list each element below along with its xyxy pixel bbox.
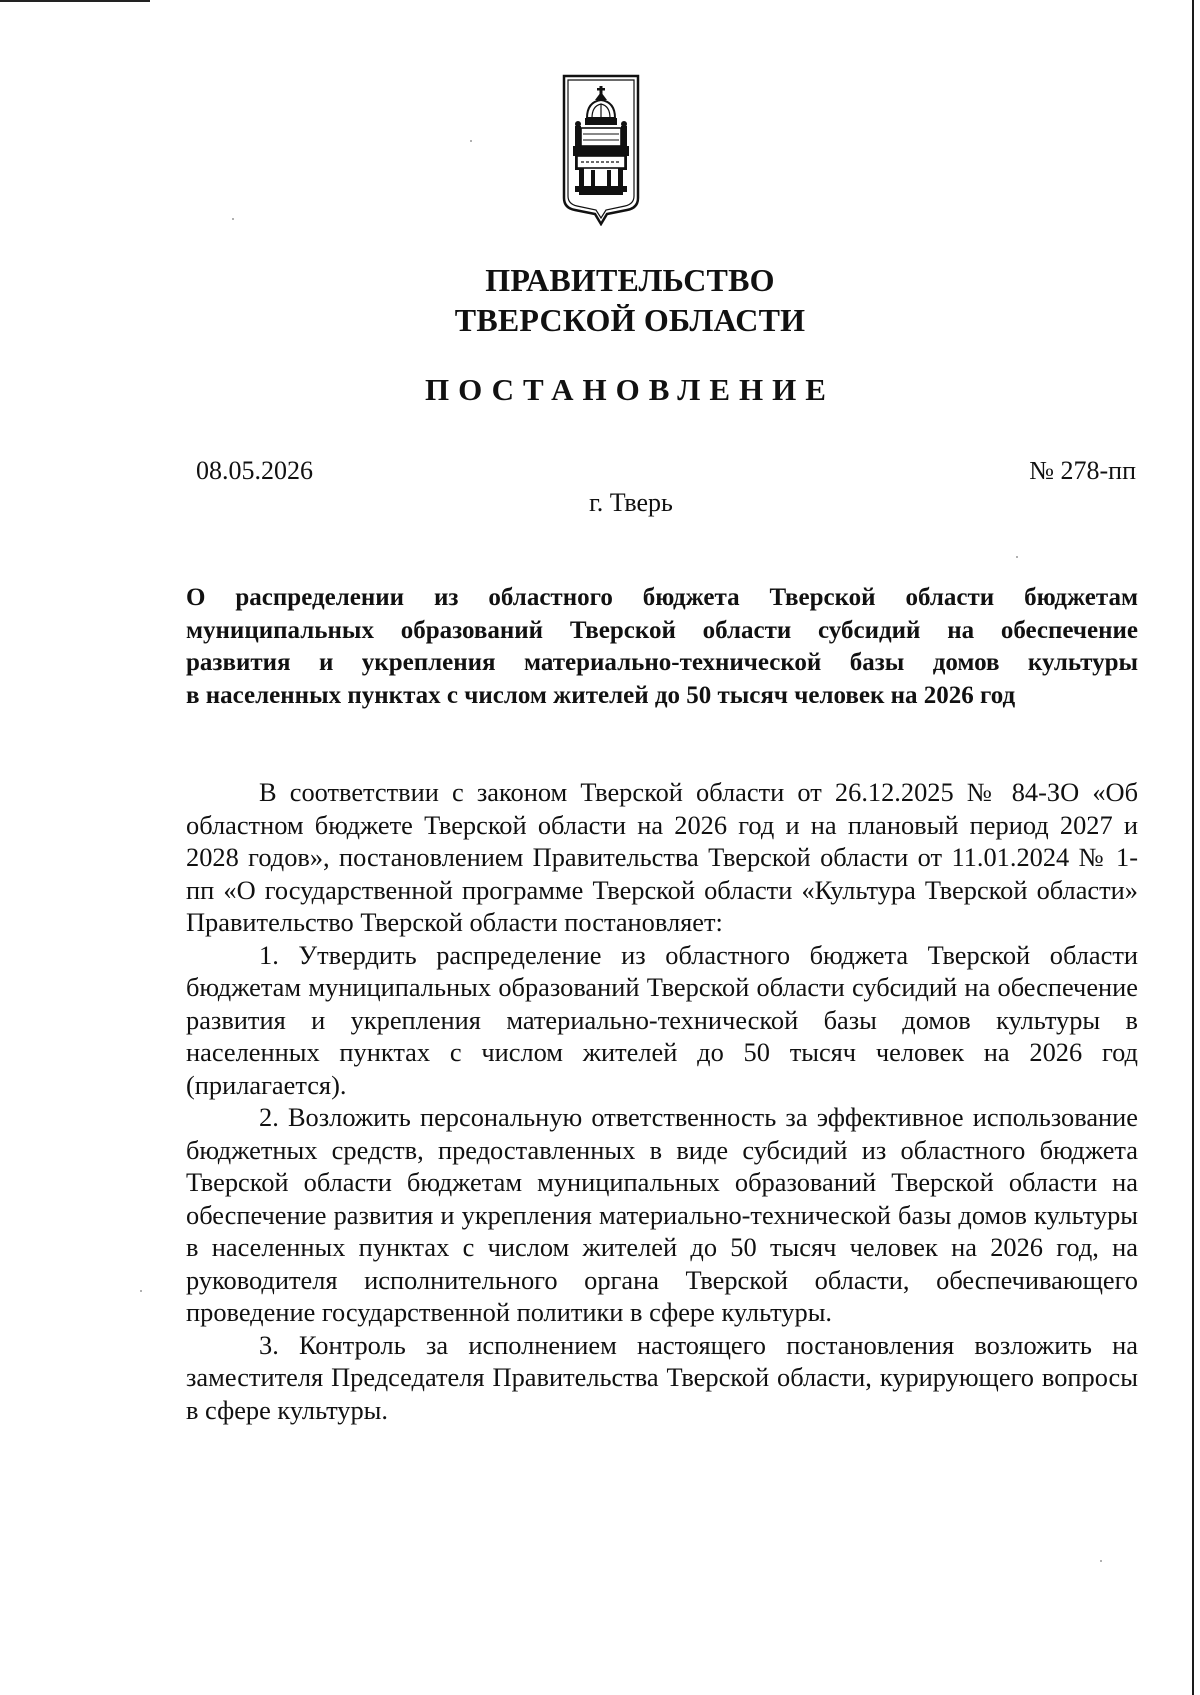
document-date: 08.05.2026 [196,456,313,485]
scan-speck [1100,1560,1102,1562]
scan-edge-right [1192,0,1194,1695]
government-name [0,260,1200,340]
document-number: № 278-пп [1029,456,1136,485]
scan-speck [140,1290,142,1292]
subject-line: О распределении из областного бюджета Тверской области бюджетам [186,584,1138,611]
clause-1-paragraph: 1. Утвердить распределение из областного бюджета Тверской области бюджетам муниципальных образований Тверской области субсидий на обеспечение развития и укрепления материально-технической базы домов культуры в населенных пунктах с числом жителей до 50 тысяч человек на 2026 год (прилагается). [186,939,1138,1100]
scan-speck [470,140,472,142]
document-subject [186,582,1138,712]
clause-2-paragraph: 2. Возложить персональную ответственность за эффективное использование бюджетных средств, предоставленных в виде субсидий из областного бюджета Тверской области бюджетам муниципальных образований Тверской области на обеспечение развития и укрепления материально-технической базы домов культуры в населенных пунктах с числом жителей до 50 тысяч человек на 2026 год, на руководителя исполнительного органа Тверской области, обеспечивающего проведение государственной политики в сфере культуры. [186,1102,1138,1327]
subject-line: муниципальных образований Тверской области субсидий на обеспечение [186,616,1138,644]
document-city: г. Тверь [589,488,673,517]
document-body [186,776,1138,1426]
clause-3-paragraph: 3. Контроль за исполнением настоящего постановления возложить на заместителя Председателя Правительства Тверской области, курирующего вопросы в сфере культуры. [186,1329,1138,1425]
scan-edge-top [0,0,150,2]
coat-of-arms-icon [561,74,641,226]
document-type-title: ПОСТАНОВЛЕНИЕ [425,372,835,407]
subject-line: в населенных пунктах с числом жителей до 50 тысяч человек на 2026 год [186,681,1016,709]
government-name-line1: ПРАВИТЕЛЬСТВО [485,262,775,298]
preamble-paragraph: В соответствии с законом Тверской области от 26.12.2025 № 84-ЗО «Об областном бюджете Тверской области на 2026 год и на плановый период 2027 и 2028 годов», постановлением Правительства Тверской области от 11.01.2024 № 1-пп «О государственной программе Тверской области «Культура Тверской области» Правительство Тверской области постановляет: [186,777,1138,937]
scan-speck [1016,556,1018,558]
government-name-line2: ТВЕРСКОЙ ОБЛАСТИ [454,302,806,338]
scan-speck [232,218,234,220]
subject-line: развития и укрепления материально-технической базы домов культуры [186,649,1138,676]
